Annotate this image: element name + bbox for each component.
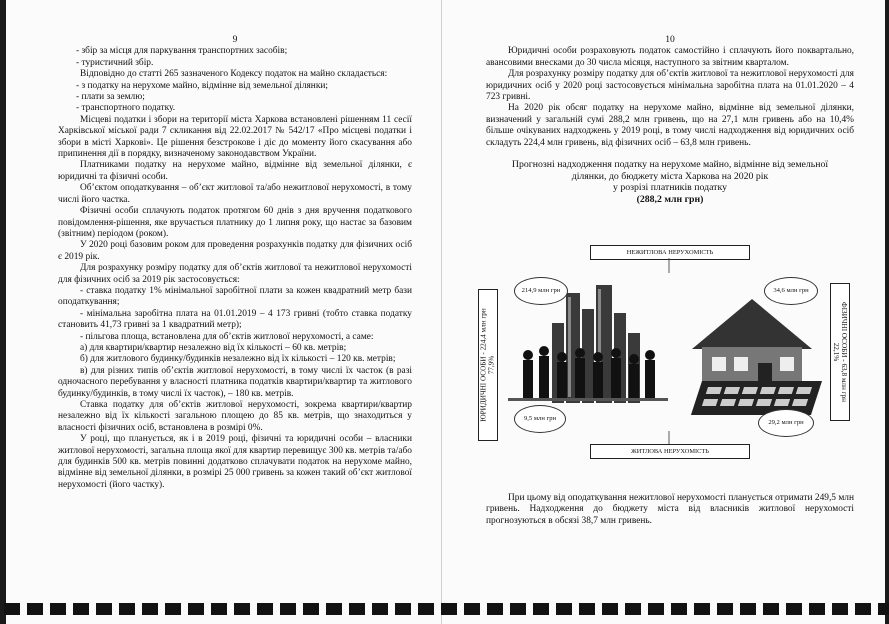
paragraph: - ставка податку 1% мінімальної заробітної плати за кожен квадратний метр бази оподаткування; bbox=[58, 285, 412, 308]
scan-edge-mark bbox=[556, 603, 572, 615]
infographic-title bbox=[486, 159, 854, 205]
paragraph: Фізичні особи сплачують податок протягом 60 днів з дня вручення податкового повідомлення-рішення, яке вручається платнику до 1 липня року, що настає за базовим (звітним) періодом (роком). bbox=[58, 206, 412, 239]
scan-edge-mark bbox=[96, 603, 112, 615]
left-page-body bbox=[58, 46, 412, 491]
scan-edge-mark bbox=[510, 603, 526, 615]
scan-edge-mark bbox=[786, 603, 802, 615]
scan-edge-mark bbox=[602, 603, 618, 615]
scan-edge-mark bbox=[418, 603, 434, 615]
scan-edge-mark bbox=[280, 603, 296, 615]
non-residential-label: НЕЖИТЛОВА НЕРУХОМІСТЬ bbox=[590, 245, 750, 260]
scan-edge-mark bbox=[188, 603, 204, 615]
scan-edge-mark bbox=[441, 603, 457, 615]
infographic-title-line: у розрізі платників податку bbox=[613, 182, 727, 194]
scan-edge-mark bbox=[648, 603, 664, 615]
scan-edge-mark bbox=[533, 603, 549, 615]
paragraph: б) для житлового будинку/будинків незалежно від їх кількості – 120 кв. метрів; bbox=[80, 354, 396, 365]
scan-edge-mark bbox=[142, 603, 158, 615]
scan-edge-mark bbox=[694, 603, 710, 615]
paragraph: У році, що планується, як і в 2019 році, фізичні та юридичні особи – власники житлової нерухомості, загальна площа якої для квартир перевищує 300 кв. метрів та/або для будинків 500 кв. метрів повинні додатково сплачувати податок на нерухоме майно, відмінне від земельної ділянки, в розмірі 25 000 гривень за кожен такий об’єкт житлової нерухомості (його частку). bbox=[58, 434, 412, 490]
scan-edge-mark bbox=[855, 603, 871, 615]
scan-edge-mark bbox=[4, 603, 20, 615]
scan-edge-mark bbox=[326, 603, 342, 615]
left-page bbox=[58, 0, 412, 600]
bubble-legal-non-residential: 214,9 млн грн bbox=[514, 277, 568, 305]
scan-edge-mark bbox=[763, 603, 779, 615]
scan-edge-mark bbox=[349, 603, 365, 615]
legal-entities-box bbox=[478, 289, 498, 441]
individuals-label: ФІЗИЧНІ ОСОБИ - 63,8 млн грн bbox=[840, 301, 848, 403]
scan-edge-mark bbox=[372, 603, 388, 615]
bubble-individuals-residential: 29,2 млн грн bbox=[758, 409, 814, 437]
house-calculator-illustration bbox=[672, 289, 822, 419]
paragraph: Платниками податку на нерухоме майно, відмінне від земельної ділянки, є юридичні та фізичні особи. bbox=[58, 160, 412, 182]
scan-edge-mark bbox=[809, 603, 825, 615]
individuals-share: 22,1% bbox=[832, 342, 840, 362]
scan-edge-mark bbox=[671, 603, 687, 615]
scan-edge-right bbox=[885, 0, 889, 624]
infographic-total: (288,2 млн грн) bbox=[636, 193, 704, 205]
infographic-title-line: ділянки, до бюджету міста Харкова на 2020 рік bbox=[571, 170, 769, 182]
paragraph: Об’єктом оподаткування – об’єкт житлової та/або нежитлової нерухомості, в тому числі його частка. bbox=[58, 183, 412, 205]
paragraph: Відповідно до статті 265 зазначеного Кодексу податок на майно складається: bbox=[80, 69, 388, 80]
scan-edge-mark bbox=[832, 603, 848, 615]
right-page bbox=[480, 0, 854, 600]
paragraph: Ставка податку для об’єктів житлової нерухомості, зокрема квартири/квартир незалежно від їх кількості загальною площею до 85 кв. метрів, що знаходиться у власності фізичних осіб, встановлена в розмірі 0%. bbox=[58, 400, 412, 433]
paragraph: - мінімальна заробітна плата на 01.01.2019 – 4 173 гривні (тобто ставка податку становить 41,73 гривні за 1 квадратний метр); bbox=[58, 308, 412, 331]
scan-edge-mark bbox=[303, 603, 319, 615]
paragraph: в) для різних типів об’єктів житлової нерухомості, в тому числі їх часток (в разі одночасного перебування у власності платника податків квартири/квартир та житлового будинку/будинків, в тому числі їх часток), – 180 кв. метрів. bbox=[58, 365, 412, 399]
bubble-legal-residential: 9,5 млн грн bbox=[514, 405, 566, 433]
scan-edge-mark bbox=[487, 603, 503, 615]
paragraph: Для розрахунку розміру податку для об’єктів житлової та нежитлової нерухомості для фізичних осіб за 2019 рік застосовується: bbox=[58, 263, 412, 285]
scan-edge-mark bbox=[740, 603, 756, 615]
scan-edge-mark bbox=[625, 603, 641, 615]
page-number: 10 bbox=[665, 34, 675, 45]
scan-edge-mark bbox=[73, 603, 89, 615]
infographic-title-line: Прогнозні надходження податку на нерухоме майно, відмінне від земельної bbox=[511, 159, 829, 171]
scan-edge-mark bbox=[211, 603, 227, 615]
scan-edge-mark bbox=[27, 603, 43, 615]
legal-entities-share: 77,9% bbox=[488, 355, 496, 375]
scan-edge-mark bbox=[234, 603, 250, 615]
legal-entities-label: ЮРИДИЧНІ ОСОБИ - 224,4 млн грн bbox=[480, 308, 488, 422]
scan-edge-left bbox=[0, 0, 6, 624]
paragraph: У 2020 році базовим роком для проведення розрахунків податку для фізичних осіб є 2019 рік. bbox=[58, 240, 412, 262]
paragraph: - пільгова площа, встановлена для об’єктів житлової нерухомості, а саме: bbox=[80, 331, 374, 342]
scan-edge-mark bbox=[717, 603, 733, 615]
scan-edge-mark bbox=[395, 603, 411, 615]
scan-edge-mark bbox=[579, 603, 595, 615]
individuals-box bbox=[830, 283, 850, 421]
paragraph: - з податку на нерухоме майно, відмінне від земельної ділянки; bbox=[76, 80, 328, 91]
paragraph: - збір за місця для паркування транспортних засобів; bbox=[76, 46, 288, 57]
scan-edge-mark bbox=[50, 603, 66, 615]
paragraph: а) для квартири/квартир незалежно від їх кількості – 60 кв. метрів; bbox=[80, 342, 347, 353]
page-number: 9 bbox=[232, 34, 238, 45]
paragraph: Для розрахунку розміру податку для об’єктів житлової та нежитлової нерухомості для юридичних осіб у 2020 році застосовується мінімальна заробітна плата на 01.01.2020 – 4 723 гривні. bbox=[486, 69, 854, 103]
residential-label: ЖИТЛОВА НЕРУХОМІСТЬ bbox=[590, 444, 750, 459]
paragraph: - туристичний збір. bbox=[76, 57, 154, 68]
scan-edge-mark bbox=[257, 603, 273, 615]
bubble-individuals-non-residential: 34,6 млн грн bbox=[764, 277, 818, 305]
scan-edge-mark bbox=[165, 603, 181, 615]
paragraph: Місцеві податки і збори на території міста Харкова встановлені рішенням 11 сесії Харківської міської ради 7 скликання від 22.02.2017 № 542/17 «Про місцеві податки і збори в місті Харкові». Це рішення безстрокове і діє до моменту його скасування або припинення дії в порядку, визначеному законодавством України. bbox=[58, 114, 412, 160]
paragraph: Юридичні особи розраховують податок самостійно і сплачують його поквартально, авансовими внесками до 30 числа місяця, наступного за звітним кварталом. bbox=[486, 46, 854, 68]
infographic bbox=[480, 243, 854, 473]
scan-edge-mark bbox=[464, 603, 480, 615]
scan-bottom-edge bbox=[0, 603, 889, 615]
paragraph: - плати за землю; bbox=[76, 92, 145, 103]
paragraph: - транспортного податку. bbox=[76, 103, 176, 114]
paragraph: На 2020 рік обсяг податку на нерухоме майно, відмінне від земельної ділянки, визначений у загальній сумі 288,2 млн гривень, що на 27,1 млн гривень або на 10,4% більше очікуваних надходжень у 2019 році, в тому числі надходження від юридичних осіб складуть 224,4 млн гривень, від фізичних осіб – 63,8 млн гривень. bbox=[486, 103, 854, 148]
closing-paragraph: При цьому від оподаткування нежитлової нерухомості планується отримати 249,5 млн гривень. Надходження до бюджету міста від власників житлової нерухомості прогнозуються в обсязі 38,7 млн гривень. bbox=[486, 493, 854, 526]
scan-edge-mark bbox=[878, 603, 889, 615]
scan-edge-mark bbox=[119, 603, 135, 615]
page-fold bbox=[441, 0, 442, 624]
